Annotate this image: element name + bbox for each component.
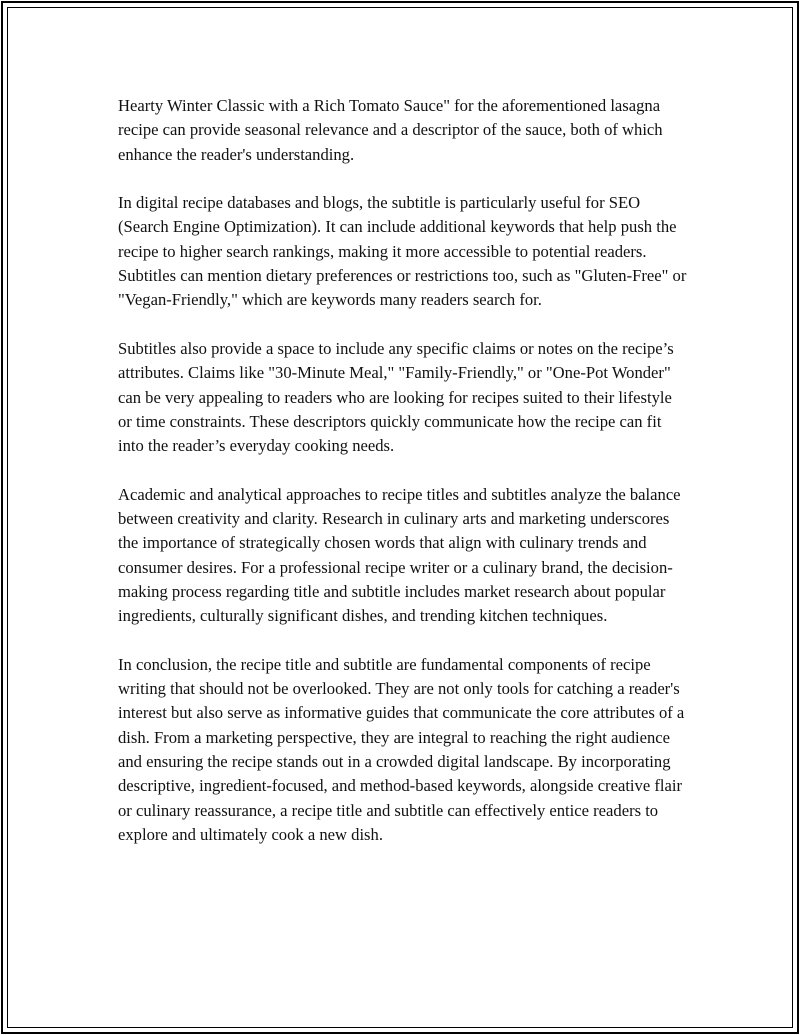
document-body	[118, 94, 688, 872]
paragraph-1: Hearty Winter Classic with a Rich Tomato Sauce" for the aforementioned lasagna recipe can provide seasonal relevance and a descriptor of the sauce, both of which enhance the reader's understanding.	[118, 96, 663, 164]
paragraph-2: In digital recipe databases and blogs, the subtitle is particularly useful for SEO (Search Engine Optimization). It can include additional keywords that help push the recipe to higher search rankings, making it more accessible to potential readers. Subtitles can mention dietary preferences or restrictions too, such as "Gluten-Free" or "Vegan-Friendly," which are keywords many readers search for.	[118, 193, 687, 310]
paragraph-3: Subtitles also provide a space to include any specific claims or notes on the recipe’s attributes. Claims like "30-Minute Meal," "Family-Friendly," or "One-Pot Wonder" can be very appealing to readers who are looking for recipes suited to their lifestyle or time constraints. These descriptors quickly communicate how the recipe can fit into the reader’s everyday cooking needs.	[118, 338, 674, 456]
paragraph-5: In conclusion, the recipe title and subtitle are fundamental components of recipe writing that should not be overlooked. They are not only tools for catching a reader's interest but also serve as informative guides that communicate the core attributes of a dish. From a marketing perspective, they are integral to reaching the right audience and ensuring the recipe stands out in a crowded digital landscape. By incorporating descriptive, ingredient-focused, and method-based keywords, alongside creative flair or culinary reassurance, a recipe title and subtitle can effectively entice readers to explore and ultimately cook a new dish.	[118, 654, 685, 844]
paragraph-4: Academic and analytical approaches to recipe titles and subtitles analyze the balance between creativity and clarity. Research in culinary arts and marketing underscores the importance of strategically chosen words that align with culinary trends and consumer desires. For a professional recipe writer or a culinary brand, the decision-making process regarding title and subtitle includes market research about popular ingredients, culturally significant dishes, and trending kitchen techniques.	[118, 484, 681, 626]
